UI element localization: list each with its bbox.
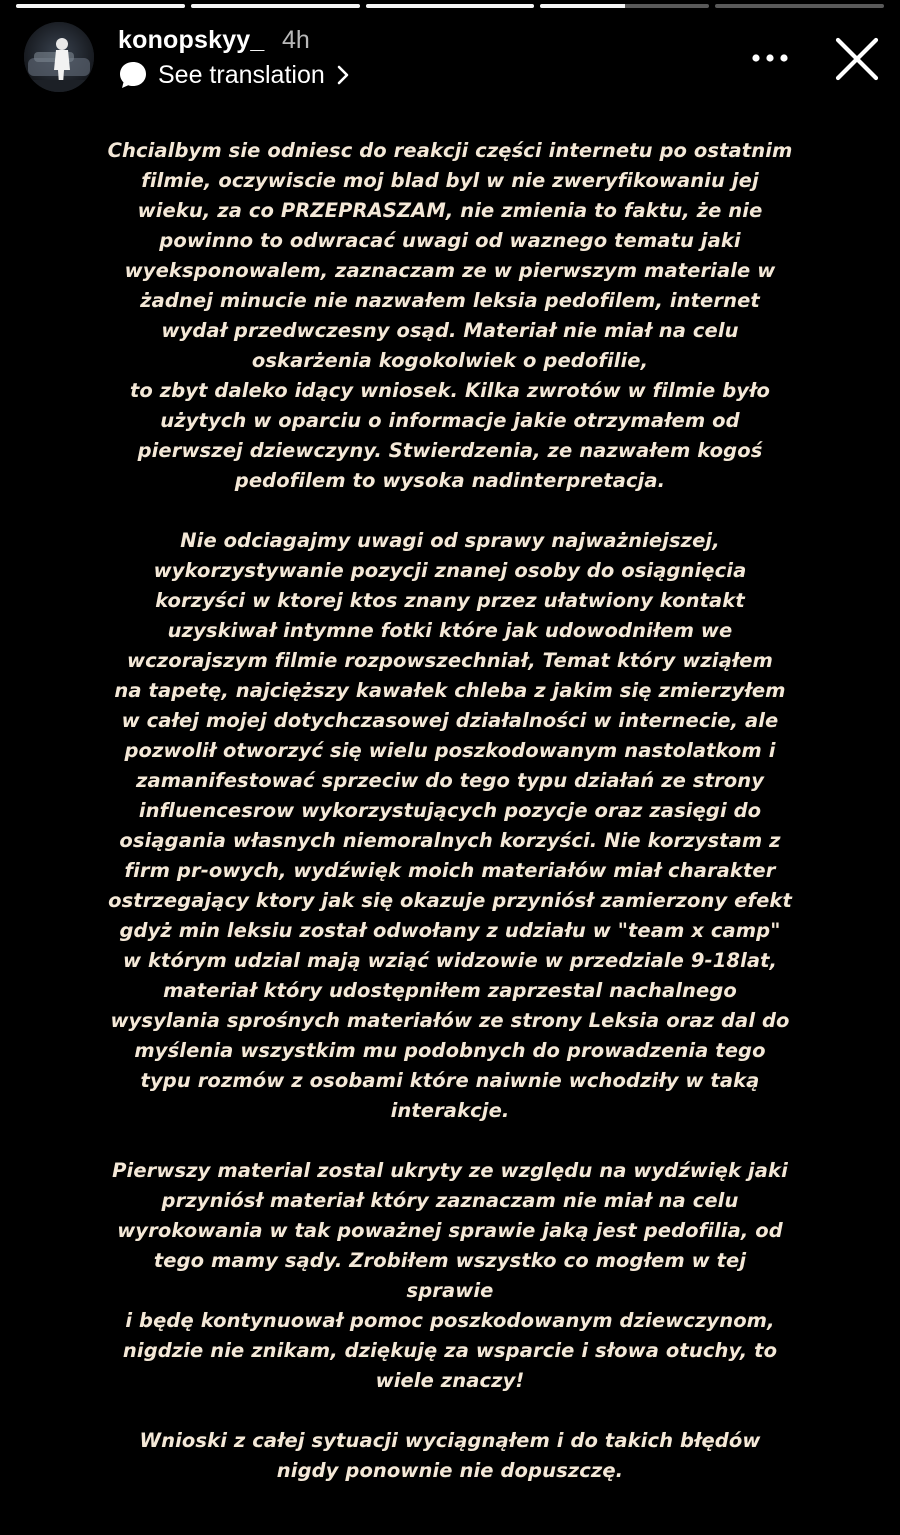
story-progress-segment	[715, 4, 884, 8]
see-translation-button[interactable]	[118, 60, 351, 90]
story-progress-segment	[191, 4, 360, 8]
post-time: 4h	[282, 26, 310, 54]
avatar[interactable]	[24, 22, 94, 92]
story-progress-segment	[540, 4, 709, 8]
speech-bubble-icon	[118, 60, 148, 90]
story-progress-segment	[366, 4, 535, 8]
profile-photo	[24, 22, 94, 92]
more-options-button[interactable]	[746, 40, 794, 76]
chevron-right-icon	[335, 64, 351, 86]
see-translation-label: See translation	[158, 60, 325, 89]
close-button[interactable]	[832, 34, 882, 84]
story-paragraph: Wnioski z całej sytuacji wyciągnąłem i do takich błędów nigdy ponownie nie dopuszczę.	[139, 1429, 761, 1482]
username[interactable]: konopskyy_	[118, 26, 265, 54]
story-progress-segment	[16, 4, 185, 8]
story-header	[24, 22, 884, 94]
story-paragraph: Nie odciagajmy uwagi od sprawy najważniejszej, wykorzystywanie pozycji znanej osoby do osiągnięcia korzyści w ktorej ktos znany przez ułatwiony kontakt uzyskiwał intymne fotki które jak udowodniłem we wczorajszym filmie rozpowszechniał, Temat który wziąłem na tapetę, najcięższy kawałek chleba z jakim się zmierzyłem w całej mojej dotychczasowej działalności w internecie, ale pozwolił otworzyć się wielu poszkodowanym nastolatkom i zamanifestować sprzeciw do tego typu działań ze strony influencesrow wykorzystujących pozycje oraz zasięgi do osiągania własnych niemoralnych korzyści. Nie korzystam z firm pr-owych, wydźwięk moich materiałów miał charakter ostrzegający ktory jak się okazuje przyniósł zamierzony efekt gdyż min leksiu został odwołany z udziału w "team x camp" w którym udzial mają wziąć widzowie w przedziale 9-18lat, materiał który udostępniłem zaprzestal nachalnego wysylania sprośnych materiałów ze strony Leksia oraz dal do myślenia wszystkim mu podobnych do prowadzenia tego typu rozmów z osobami które naiwnie wchodziły w taką interakcje.	[108, 529, 792, 1122]
story-text	[48, 136, 852, 1486]
story-paragraph: Pierwszy material zostal ukryty ze względu na wydźwięk jaki przyniósł materiał który zaznaczam nie miał na celu wyrokowania w tak poważnej sprawie jaką jest pedofilia, od tego mamy sądy. Zrobiłem wszystko co mogłem w tej sprawie i będę kontynuował pomoc poszkodowanym dziewczynom, nigdzie nie znikam, dziękuję za wsparcie i słowa otuchy, to wiele znaczy!	[112, 1159, 788, 1392]
more-horizontal-icon	[750, 53, 790, 63]
close-icon	[832, 34, 882, 84]
story-paragraph: Chcialbym sie odniesc do reakcji części internetu po ostatnim filmie, oczywiscie moj blad byl w nie zweryfikowaniu jej wieku, za co PRZEPRASZAM, nie zmienia to faktu, że nie powinno to odwracać uwagi od waznego tematu jaki wyeksponowalem, zaznaczam ze w pierwszym materiale w żadnej minucie nie nazwałem leksia pedofilem, internet wydał przedwczesny osąd. Materiał nie miał na celu oskarżenia kogokolwiek o pedofilie, to zbyt daleko idący wniosek. Kilka zwrotów w filmie było użytych w oparciu o informacje jakie otrzymałem od pierwszej dziewczyny. Stwierdzenia, ze nazwałem kogoś pedofilem to wysoka nadinterpretacja.	[107, 139, 793, 492]
story-progress-bar	[16, 4, 884, 8]
